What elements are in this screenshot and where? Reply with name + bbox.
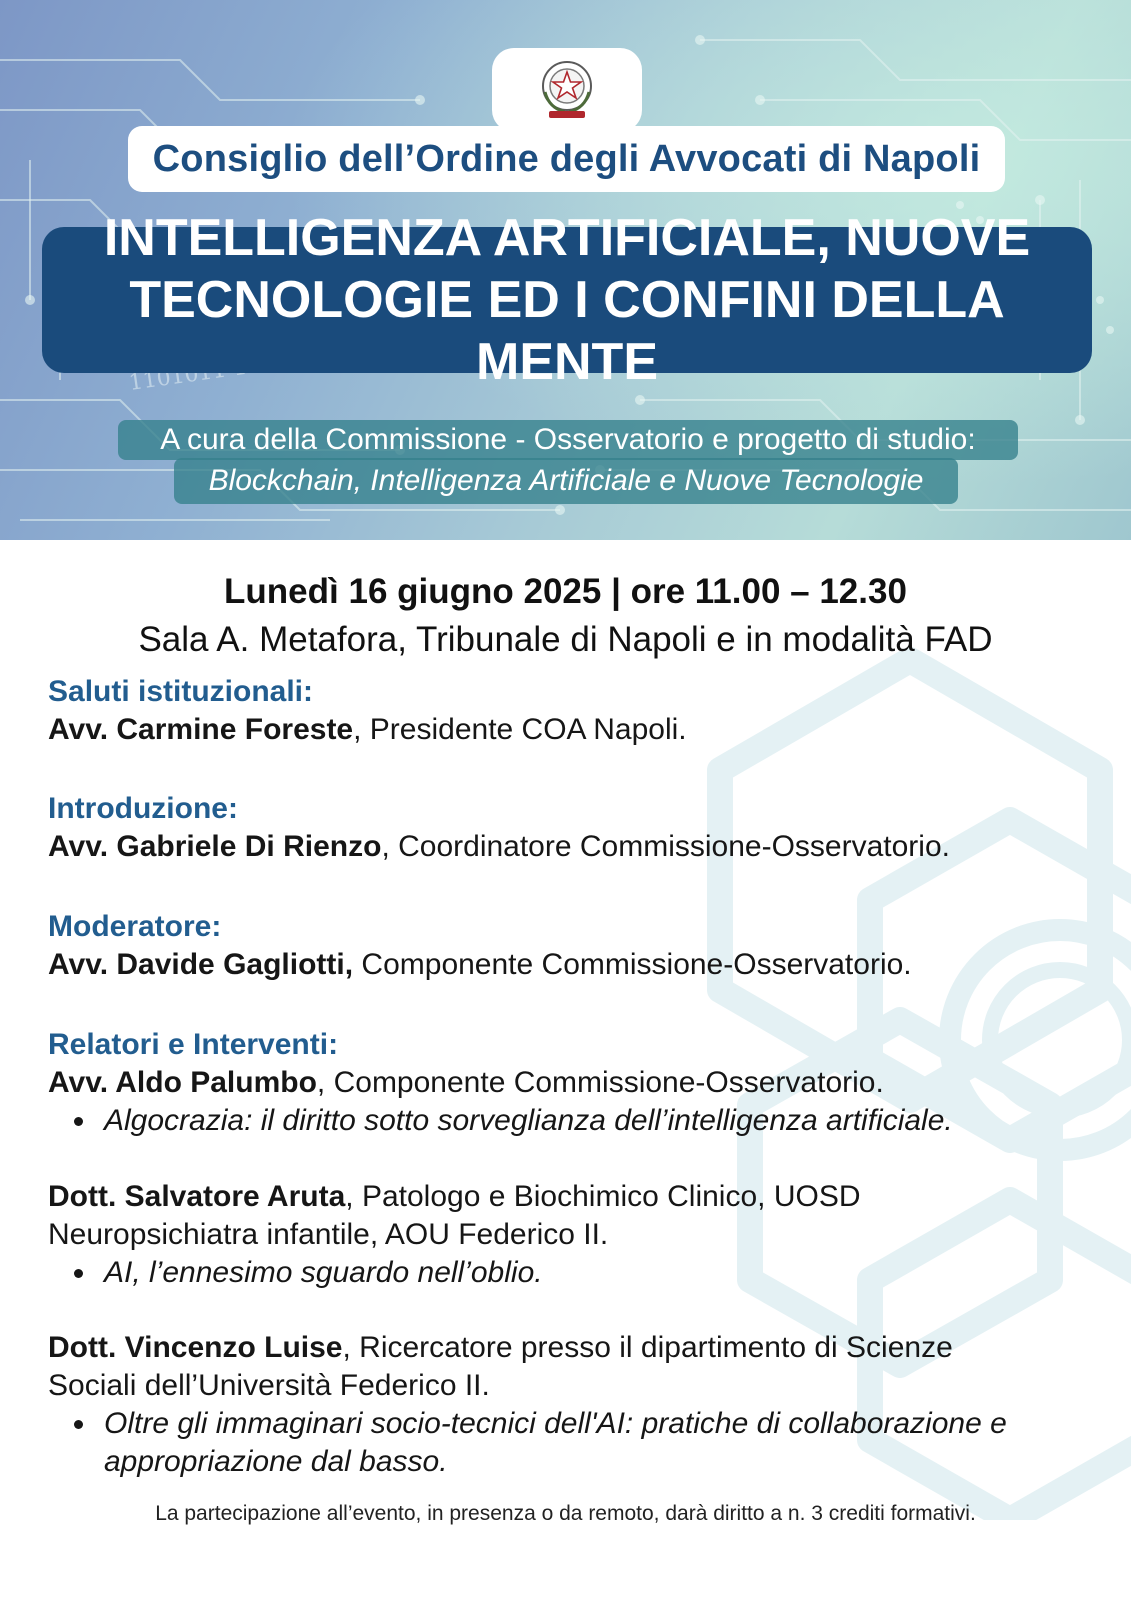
- bullet-icon: [74, 1117, 83, 1126]
- speaker-role: , Coordinatore Commissione-Osservatorio.: [381, 830, 950, 863]
- section-saluti: [48, 673, 1098, 749]
- speaker-line: [48, 1064, 1098, 1102]
- section-title: Introduzione:: [48, 792, 238, 825]
- speaker-line: [48, 1329, 1098, 1367]
- talk-topic-text: Oltre gli immaginari socio-tecnici dell'AI: pratiche di collaborazione e: [104, 1407, 1007, 1440]
- speaker-name: Dott. Vincenzo Luise: [48, 1331, 343, 1364]
- speaker-block-luise: [48, 1329, 1098, 1481]
- bullet-icon: [74, 1420, 83, 1429]
- curated-subject: Blockchain, Intelligenza Artificiale e Nuove Tecnologie: [174, 458, 958, 504]
- section-title: Saluti istituzionali:: [48, 675, 314, 708]
- italian-republic-emblem-icon: [535, 56, 599, 122]
- talk-topic: [48, 1102, 1098, 1140]
- event-title-line2: TECNOLOGIE ED I CONFINI DELLA MENTE: [129, 271, 1005, 391]
- speaker-name: Avv. Gabriele Di Rienzo: [48, 830, 382, 863]
- speaker-name: Dott. Salvatore Aruta: [48, 1180, 346, 1213]
- talk-topic: [48, 1254, 1098, 1292]
- curated-by: A cura della Commissione - Osservatorio e progetto di studio:: [118, 420, 1018, 460]
- talk-topic-text: Algocrazia: il diritto sotto sorveglianza dell’intelligenza artificiale.: [104, 1104, 953, 1137]
- section-title: Relatori e Interventi:: [48, 1028, 339, 1061]
- bullet-icon: [74, 1269, 83, 1278]
- emblem-container: [492, 48, 642, 132]
- section-introduzione: [48, 790, 1098, 866]
- speaker-role: , Presidente COA Napoli.: [353, 713, 687, 746]
- event-date-time: Lunedì 16 giugno 2025 | ore 11.00 – 12.30: [224, 572, 907, 611]
- program-content: [0, 540, 1131, 1600]
- speaker-role: , Patologo e Biochimico Clinico, UOSD: [345, 1180, 861, 1213]
- speaker-role: , Componente Commissione-Osservatorio.: [316, 1066, 884, 1099]
- speaker-line: [48, 1178, 1098, 1216]
- header-banner: [0, 0, 1131, 540]
- talk-topic-cont: appropriazione dal basso.: [104, 1445, 448, 1478]
- section-moderatore: [48, 908, 1098, 984]
- speaker-block-aruta: [48, 1178, 1098, 1292]
- speaker-line: [48, 828, 1098, 866]
- speaker-line: [48, 946, 1098, 984]
- event-title: [42, 209, 1092, 391]
- credits-note: La partecipazione all’evento, in presenza o da remoto, darà diritto a n. 3 crediti formativi.: [155, 1502, 976, 1525]
- section-title: Moderatore:: [48, 910, 222, 943]
- section-relatori: [48, 1026, 1098, 1140]
- speaker-role: Componente Commissione-Osservatorio.: [353, 948, 912, 981]
- talk-topic-text: AI, l’ennesimo sguardo nell’oblio.: [104, 1256, 543, 1289]
- speaker-name: Avv. Carmine Foreste: [48, 713, 354, 746]
- speaker-name: Avv. Davide Gagliotti,: [48, 948, 354, 981]
- event-venue: Sala A. Metafora, Tribunale di Napoli e in modalità FAD: [138, 620, 993, 659]
- speaker-role-cont: Neuropsichiatra infantile, AOU Federico II.: [48, 1218, 609, 1251]
- speaker-role: , Ricercatore presso il dipartimento di Scienze: [342, 1331, 953, 1364]
- event-title-line1: INTELLIGENZA ARTIFICIALE, NUOVE: [103, 209, 1031, 267]
- talk-topic: [48, 1405, 1098, 1443]
- speaker-name: Avv. Aldo Palumbo: [48, 1066, 317, 1099]
- speaker-line: [48, 711, 1098, 749]
- organization-name: Consiglio dell’Ordine degli Avvocati di Napoli: [128, 126, 1005, 192]
- speaker-role-cont: Sociali dell’Università Federico II.: [48, 1369, 490, 1402]
